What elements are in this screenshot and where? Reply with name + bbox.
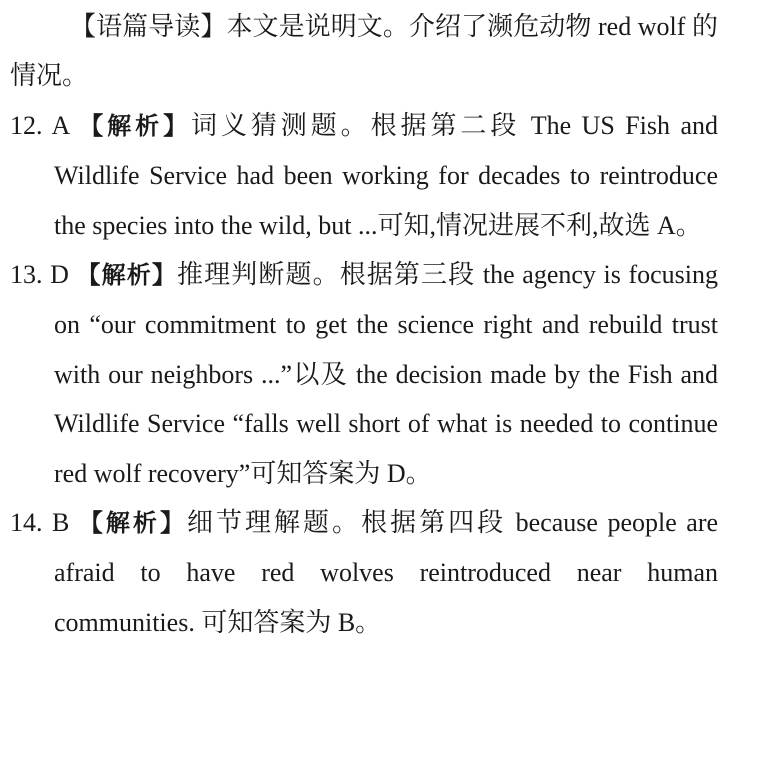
question-number: 12. A [10, 110, 69, 140]
question-number: 14. B [10, 508, 70, 538]
answer-item-12 [10, 101, 718, 250]
analysis-text: 细节理解题。根据第四段 because people are afraid to have red wolves reintroduced near human communities. 可知答案为 B。 [54, 508, 719, 637]
reading-guide-text: 本文是说明文。介绍了濒危动物 red wolf 的情况。 [10, 12, 718, 91]
reading-guide-label: 【语篇导读】 [70, 12, 227, 41]
question-number: 13. D [10, 260, 69, 290]
analysis-tag: 【解析】 [78, 509, 187, 538]
analysis-tag: 【解析】 [76, 261, 177, 290]
reading-guide-paragraph [10, 2, 718, 101]
analysis-text: 词义猜测题。根据第二段 The US Fish and Wildlife Service had been working for decades to reintroduce the species into the wild, but ...可知,情况进展不利,故选 A。 [54, 110, 718, 240]
answer-item-13 [10, 250, 718, 498]
analysis-text: 推理判断题。根据第三段 the agency is focusing on “our commitment to get the science right and rebuild trust with our neighbors ...”以及 the decision made by the Fish and Wildlife Service “falls well short of what is needed to continue red wolf recovery”可知答案为 D。 [54, 260, 719, 488]
answer-item-14 [10, 498, 718, 647]
analysis-tag: 【解析】 [79, 111, 192, 140]
